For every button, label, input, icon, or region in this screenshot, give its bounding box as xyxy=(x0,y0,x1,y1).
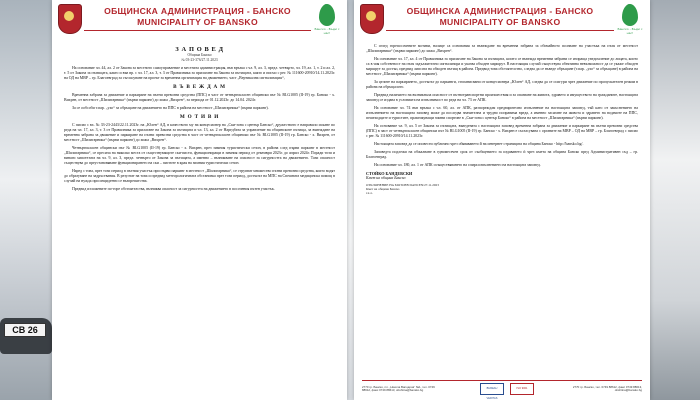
certification-badges xyxy=(480,383,534,400)
approval-line: ОТКЛОНЕНИЕ НА МОТОЕВ DANCEN/27.11.2023 xyxy=(366,183,439,187)
paragraph: На основание чл. 9, ал. 5 от Закона за пътищата, въведената с настоящата заповед временна забрана за движение и паркиране на пътни превозни средства (ППС) в част от четвъртокласен общински път № BLG1005 (II-19) гр. Банско - х. Вихрен е съгласувана с органите на МВР – ОД на МВР – гр. Благоевград с писмо с рег. № 111600-20910/14.11.2023г. xyxy=(366,124,638,138)
org-name-en: MUNICIPALITY OF BANSKO xyxy=(439,17,561,27)
page-2-body xyxy=(354,44,650,380)
org-name-bg: ОБЩИНСКА АДМИНИСТРАЦИЯ - БАНСКО xyxy=(406,6,594,16)
paragraph: На основание чл. 17, ал. 4 от Правилника за прилагане на Закона за пътищата, когато се въвежда временни забрани се изпраща уведомление до лицата, които са в чия собственост на пътя задължително сигнализира и указва обходен маршрут. В настоящия случай съществува обективна невъзможност да се укаже обходен маршрут за достъп, предвид липсата на обходен пътищ в района. Предвид това обстоятелство, следва да се въведе обръщане (т.пар. „ухо“ за обръщане) в района на местност „Шилигарника“ (първи паркинг). xyxy=(366,57,638,76)
document-page-1 xyxy=(52,0,347,400)
org-name xyxy=(386,6,614,28)
header-rule xyxy=(386,30,614,31)
paragraph: На основание чл. 180, ал. 1 от АПК осъществяването на спира изпълнението на настоящата заповед. xyxy=(374,163,541,167)
paragraph: Наред с това, през този период в пътния участък при първи паркинг в местност „Шилигарника“, се струпват множество пътни превозни средства, които водят до образуване на задръствания. В резултат на това и предвид метеорологичната обстановка през този период, достъпът на МПС на Спешната медицинска помощ в случай на нужда при инциденти се възпрепятства. xyxy=(64,169,335,184)
approval-role: Кмет на община Банско xyxy=(366,187,400,192)
paragraph: На основание чл. 44, ал. 2 от Закона за местното самоуправление и местната администрация, във връзка с чл. 9, ал. 3, предл. четвърто, чл. 19, ал. 1, т. 2 и ал. 2, т. 5 от Закона за пътищата, както и във вр. с чл. 17, ал. 3, т. 3 от Правилника за прилагане на Закона за пътищата, както и писмо с рег. № 111600-20910/14.11.2023г. на ОД на МВР – гр. Благоевград за съгласуване на проект за временна организация на движението, част „Вертикална сигнализация“, xyxy=(64,66,335,81)
letterhead xyxy=(360,4,644,42)
header-rule xyxy=(84,30,311,31)
paragraph: Временна забрана за движение и паркиране на пътни превозни средства (ППС) в част от четвъртокласен общински път № BLG1005 (II-19) гр. Банско - х. Вихрен, от местност „Шилигарника“ (първи паркинг) до хижа „Вихрен“, за периода от 01.12.2023г. до 14.04. 2024г. xyxy=(64,93,335,103)
paragraph: Четвъртокласен общински път № BLG1005 (II-19) гр. Банско - х. Вихрен, през зимния туристически сезон, в района след първи паркинг в местност „Шилигарника“, се пресича на няколко места от съществуващите ски-писти, функциониращи в зимния период от декември 2023г. до април 2024г. Поради този и винаги хипотезата на чл. 9, ал. 3, предл. четвърто от Закона за пътищата, а именно – възникване на опасност за сигурността на движението. Тази опасност съществува до преустановяване функционирането на ски – пистите в края на зимния туристически сезон. xyxy=(64,146,335,166)
iso-badge: ISO 9001 xyxy=(510,383,534,395)
paragraph: За се ообсоби т.пар. „ухо“ за обръщане на движението на ППС в района на местност „Шилигарника“ (първи паркинг). xyxy=(72,106,269,111)
background-right-snow xyxy=(650,0,700,400)
bansko-leaf-logo-icon xyxy=(313,4,341,36)
order-meta-1: Община Банско xyxy=(187,53,212,57)
signer-role: Кмет на община Банско xyxy=(366,176,406,180)
bureau-veritas-badge: BUREAU VERITAS xyxy=(480,383,504,395)
leaf-caption: Банско - Бъди с нас! xyxy=(617,27,643,35)
approval-initials: г.х.л. xyxy=(366,191,373,196)
bansko-crest-icon xyxy=(58,4,82,34)
paragraph: С писмо с вх. № 33-23-2443/22.11.2023г. на „Юлен“ АД, в качеството му на концесионер на „Ски-зона с център Банско“, дружеството е направило искане по реда на чл. 17, ал. 3, т. 3 от Правилника за прилагане на Закона за пътищата и чл. 13, ал. 2 от Наредбата за управление на общинските пътища, за въвеждане на временна забрана за движение и паркиране на пътни превозни средства в част от четвъртокласен общински път № BLG1005 (II-19) гр. Банско - х. Вихрен, от местност „Шилигарника“ (първи паркинг) до хижа „Вихрен“. xyxy=(64,123,335,143)
letterhead xyxy=(58,4,341,42)
page-1-body xyxy=(52,44,347,380)
order-title: З А П О В Е Д xyxy=(175,46,224,53)
footer-address-right: 2770 гр. Банско, тел. 0749 88612, факс 0749 88613, obshtina@bansko.bg xyxy=(572,384,642,392)
org-name-bg: ОБЩИНСКА АДМИНИСТРАЦИЯ - БАНСКО xyxy=(104,6,291,16)
org-name-en: MUNICIPALITY OF BANSKO xyxy=(137,17,258,27)
signer-name: СТОЙКО БАНДЕВСКИ xyxy=(366,171,413,176)
bansko-crest-icon xyxy=(360,4,384,34)
paragraph: Настоящата заповед да се оповести публично чрез обявяването й на интернет страницата на община Банско - http://bansko.bg/. xyxy=(374,142,584,146)
paragraph: Заповедта подлежи на обжалване в едномесечен срок от съобщението за издаването ѝ чрез кмета на община Банско пред Административен съд – гр. Благоевград. xyxy=(366,150,638,159)
document-page-2 xyxy=(354,0,650,400)
footer-address-left: 2770 гр. Банско, пл. „Никола Вапцаров“ №1, тел. 0749 88612, факс 0749 88613, obshtina@bansko.bg xyxy=(362,384,435,392)
leaf-dot xyxy=(626,4,633,11)
paragraph: На основание чл. 74 във връзка с чл. 60, ал. от АПК, разпореждам предварително изпълнение на настоящата заповед, тъй като от закъснението на изпълнението на настоящата заповед може да последва значителна и трудно поправима вреда, а именно засягане на живота и здравето на водачите на ППС, пешеходците и туристите, практикуващи зимни спортове в „Ски-зона с център Банско“ в района на местност „Шилигарника“ (първи паркинг). xyxy=(366,106,638,120)
paragraph: За целите на паркирането, достъпът до паркинги, стопанисвани от концесионера „Юлен“ АД, следва да се осигури чрез движение по пропускателен режим в района на обръщалото. xyxy=(366,80,638,89)
leaf-dot xyxy=(323,4,330,11)
paragraph: Предвид изложените по-горе обстоятелства, възниква опасност за сигурността на движението в посочения пътен участък. xyxy=(72,187,275,192)
leaf-caption: Банско - Бъди с нас! xyxy=(314,27,340,35)
paragraph: Предвид наличието на възникнала опасност от пътнотранспортни произшествия и за опазване на живота, здравето и имуществото на гражданите, настоящата заповед се издава в условията на изпълнимост по реда на чл. 73 от АПК. xyxy=(366,93,638,102)
org-name xyxy=(84,6,311,28)
section-heading-introduce: В Ъ В Е Ж Д А М xyxy=(173,84,226,91)
paragraph: С оглед горепосочените мотиви, налице са основания за въвеждане на временна забрана за обичайното ползване на участъка на пътя от местност „Шилигарника“ (първи паркинг) до хижа „Вихрен“. xyxy=(366,44,638,53)
bansko-leaf-logo-icon xyxy=(616,4,644,36)
order-number: № 03-23-376/27.11.2023 xyxy=(181,57,218,62)
license-plate: CB 26 xyxy=(4,323,46,337)
section-heading-motives: М О Т И В И xyxy=(179,114,220,121)
letter-footer xyxy=(362,380,642,400)
